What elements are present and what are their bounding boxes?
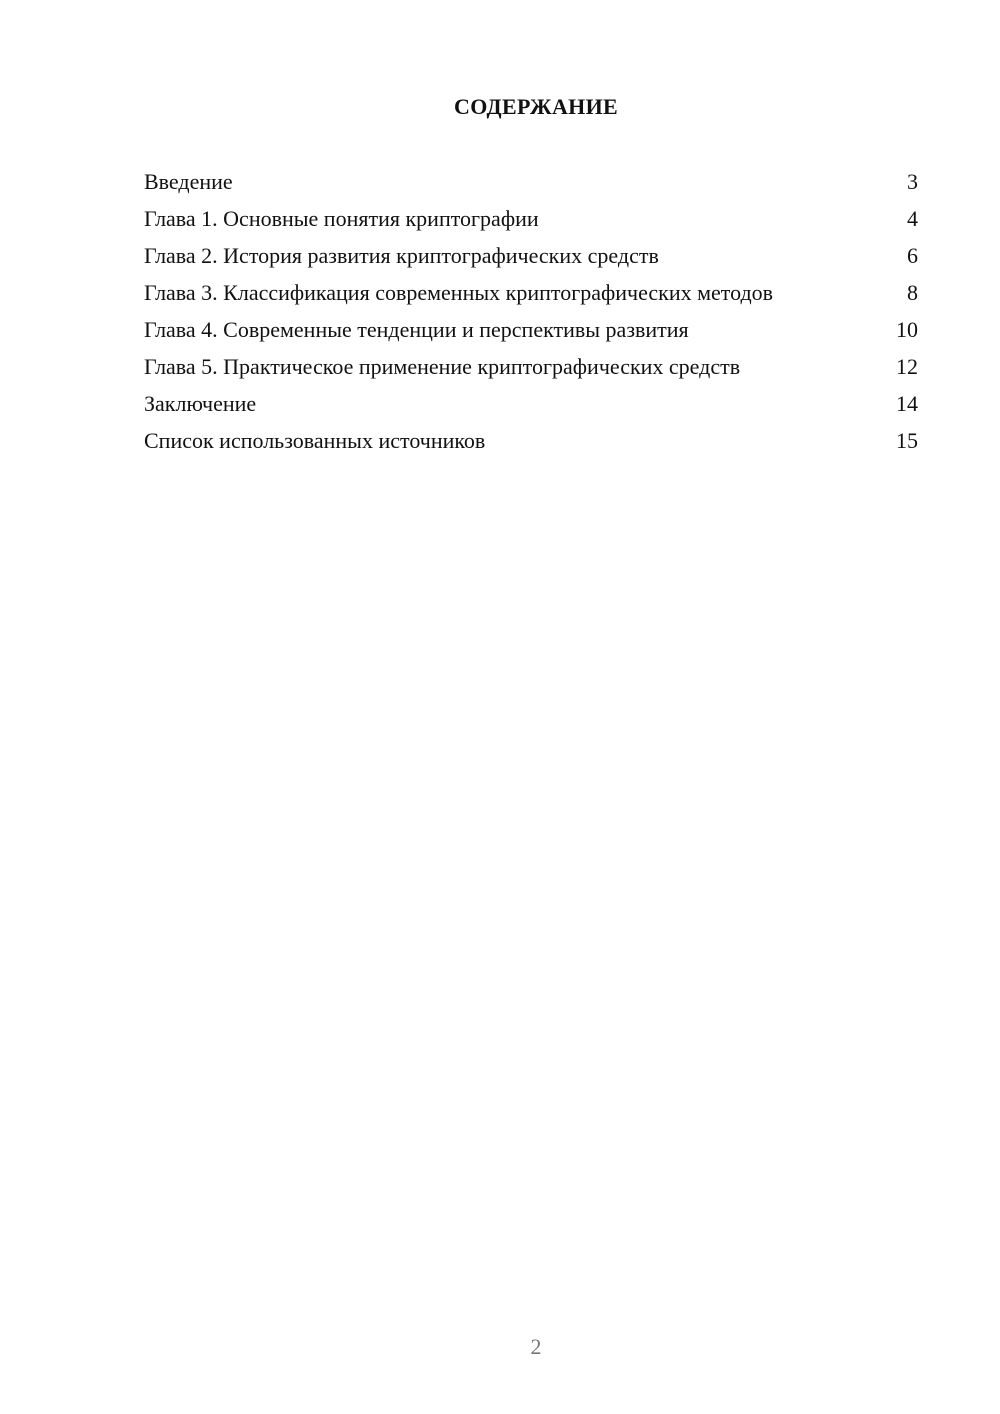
toc-entry-page: 6: [907, 243, 918, 268]
page-number: 2: [530, 1334, 542, 1359]
toc-entry-chapter-4: [144, 317, 918, 343]
toc-entry-text: Глава 5. Практическое применение криптографических средств: [144, 354, 741, 379]
toc-entry-page: 10: [896, 317, 918, 342]
toc-entry-chapter-2: [144, 243, 918, 269]
toc-entry-text: Введение: [144, 169, 233, 194]
toc-entry-page: 15: [896, 428, 918, 453]
toc-entry-text: Глава 2. История развития криптографических средств: [144, 243, 659, 268]
toc-entry-chapter-5: [144, 354, 918, 380]
toc-entry-introduction: [144, 169, 918, 195]
toc-entry-text: Глава 3. Классификация современных криптографических методов: [144, 280, 774, 305]
toc-entry-text: Список использованных источников: [144, 428, 486, 453]
toc-entry-text: Глава 4. Современные тенденции и перспективы развития: [144, 317, 689, 342]
toc-entry-page: 4: [907, 206, 918, 231]
toc-title: СОДЕРЖАНИЕ: [454, 94, 618, 119]
toc-entry-text: Глава 1. Основные понятия криптографии: [144, 206, 539, 231]
toc-entry-text: Заключение: [144, 391, 257, 416]
toc-entry-chapter-1: [144, 206, 918, 232]
toc-entry-conclusion: [144, 391, 918, 417]
toc-entry-page: 3: [907, 169, 918, 194]
toc-entry-chapter-3: [144, 280, 918, 306]
toc-entry-page: 8: [907, 280, 918, 305]
toc-entry-page: 14: [896, 391, 918, 416]
toc-entry-references: [144, 428, 918, 454]
table-of-contents: [144, 169, 918, 465]
toc-entry-page: 12: [896, 354, 918, 379]
